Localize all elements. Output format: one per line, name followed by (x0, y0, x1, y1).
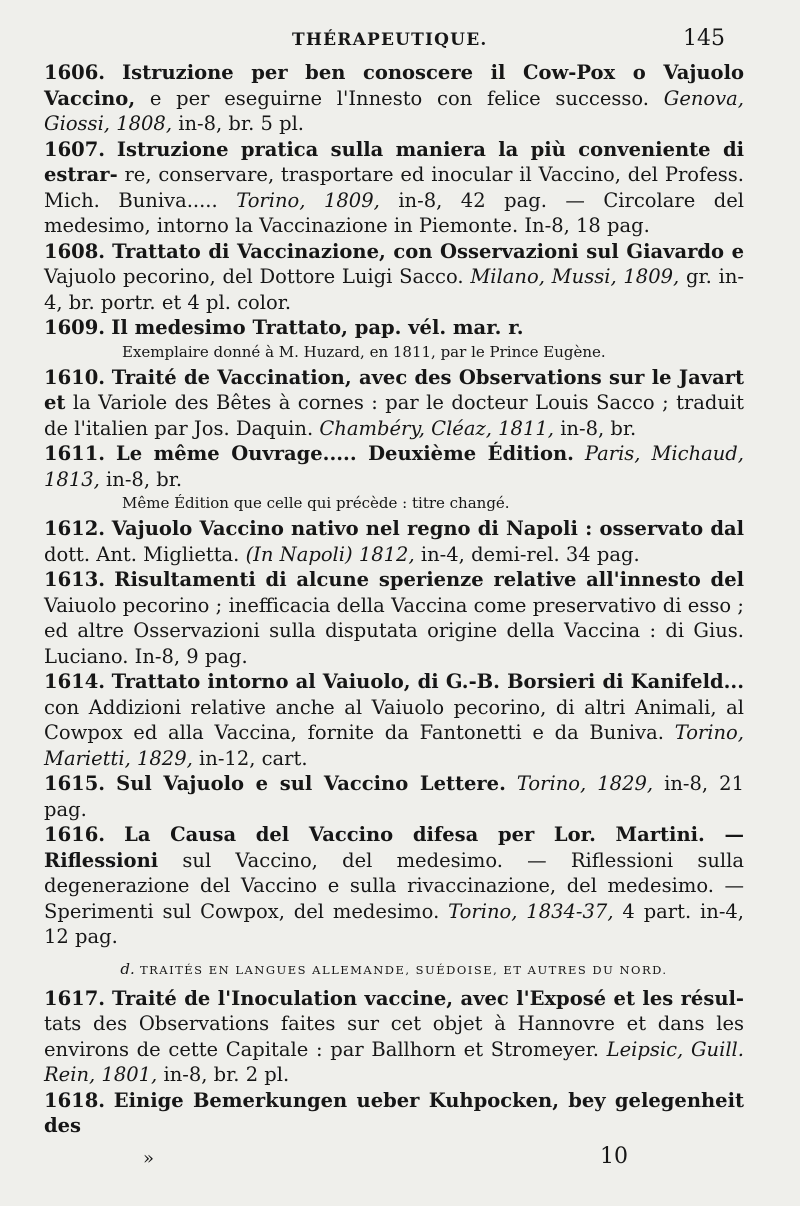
entry-description: tats des Observations faites sur cet objet à Hannovre et dans les environs de cette Capitale : par Ballhorn et Stromeyer. (44, 1012, 744, 1061)
entry-format: in-8, 21 pag. (44, 772, 744, 821)
entry-description: la Variole des Bêtes à cornes : par le docteur Louis Sacco ; traduit de l'italien par Jos. Daquin. (44, 391, 744, 440)
entry-title: Trattato intorno al Vaiuolo, di G.-B. Borsieri di Kanifeld... (111, 670, 744, 693)
entry-number: 1610. (44, 365, 106, 389)
entry-number: 1611. (44, 442, 106, 465)
entry-title: Sul Vajuolo e sul Vaccino Lettere. (116, 772, 506, 795)
entry-number: 1618. (44, 1088, 106, 1112)
entry-description: dott. Ant. Miglietta. (44, 542, 240, 566)
entry-format: 4 part. in-4, 12 pag. (44, 899, 745, 948)
catalog-entry (44, 771, 744, 822)
entry-description: Vaiuolo pecorino ; inefficacia della Vaccina come preservativo di esso ; ed altre Osservazioni sulla disputata origine della Vaccina : di Gius. Luciano. In-8, 9 pag. (44, 593, 744, 668)
entry-format: gr. in-4, br. portr. et 4 pl. color. (44, 265, 745, 314)
entry-imprint: Milano, Mussi, 1809, (470, 265, 680, 288)
running-title: THÉRAPEUTIQUE. (292, 30, 488, 50)
catalog-entry (44, 441, 744, 492)
entry-title: Traité de Vaccination, avec des Observations sur le Javart et (44, 365, 744, 414)
page-footer (0, 1146, 800, 1176)
entry-imprint: Torino, Marietti, 1829, (44, 721, 744, 770)
entry-imprint: Torino, 1829, (516, 772, 654, 795)
entry-number: 1615. (44, 772, 106, 795)
catalog-entry (44, 1088, 744, 1139)
running-header (0, 28, 800, 62)
entry-imprint: Chambéry, Cléaz, 1811, (319, 416, 554, 440)
subheading-label: d. (120, 959, 135, 978)
entry-imprint: Torino, 1834-37, (448, 899, 614, 923)
catalog-body (44, 60, 744, 1139)
entry-format: in-12, cart. (199, 746, 308, 770)
entry-title: Traité de l'Inoculation vaccine, avec l'Exposé et les résul- (111, 986, 744, 1010)
entry-number: 1614. (44, 670, 106, 693)
entry-number: 1617. (44, 986, 106, 1010)
catalog-entry (44, 669, 744, 771)
entry-list-north (44, 986, 744, 1139)
entry-description: con Addizioni relative anche al Vaiuolo pecorino, di altri Animali, al Cowpox ed alla Vaccina, fornite da Fantonetti e da Buniva. (44, 695, 744, 744)
entry-description: sul Vaccino, del medesimo. — Riflessioni sulla degenerazione del Vaccino e sulla rivaccinazione, del medesimo. — Sperimenti sul Cowpox, del medesimo. (44, 848, 745, 923)
catalog-entry (44, 567, 744, 669)
entry-imprint: Paris, Michaud, 1813, (44, 442, 744, 491)
catalog-entry (44, 137, 744, 239)
entry-number: 1608. (44, 239, 106, 263)
catalog-entry (44, 239, 744, 316)
entry-title: Istruzione per ben conoscere il Cow-Pox o Vajuolo Vaccino, (44, 61, 744, 110)
entry-format: in-8, br. 2 pl. (163, 1063, 290, 1086)
entry-imprint: (In Napoli) 1812, (245, 542, 415, 566)
entry-list (44, 60, 744, 950)
entry-number: 1612. (44, 517, 106, 540)
entry-title: Trattato di Vaccinazione, con Osservazioni sul Giavardo e (112, 239, 745, 263)
entry-title: Einige Bemerkungen ueber Kuhpocken, bey gelegenheit des (44, 1088, 744, 1137)
catalog-entry (44, 315, 744, 341)
entry-number: 1616. (44, 823, 106, 846)
catalog-entry (44, 822, 744, 950)
catalog-entry (44, 365, 744, 442)
gathering-number: 10 (600, 1144, 628, 1169)
entry-title: Risultamenti di alcune sperienze relative all'innesto del (114, 568, 745, 591)
entry-format: in-8, br. (560, 416, 637, 440)
entry-description: re, conservare, trasportare ed inocular il Vaccino, del Profess. Mich. Buniva..... (44, 163, 745, 212)
entry-format: in-4, demi-rel. 34 pag. (420, 542, 640, 566)
entry-number: 1606. (44, 61, 106, 84)
entry-note: Exemplaire donné à M. Huzard, en 1811, par le Prince Eugène. (122, 342, 606, 361)
entry-format: in-8, br. 5 pl. (178, 112, 305, 135)
entry-format: in-8, br. (106, 467, 183, 491)
section-subheading (44, 960, 744, 978)
entry-format: in-8, 42 pag. — Circolare del medesimo, intorno la Vaccinazione in Piemonte. In-8, 18 pag. (44, 188, 744, 237)
entry-description: e per eseguirne l'Innesto con felice successo. (149, 86, 649, 110)
entry-imprint: Leipsic, Guill. Rein, 1801, (44, 1037, 744, 1086)
catalog-entry (44, 516, 744, 567)
signature-mark: » (143, 1148, 155, 1169)
entry-title: Il medesimo Trattato, pap. vél. mar. r. (111, 316, 524, 339)
entry-title: Vajuolo Vaccino nativo nel regno di Napoli : osservato dal (111, 517, 744, 540)
entry-title: Le même Ouvrage..... Deuxième Édition. (116, 442, 574, 465)
entry-imprint: Genova, Giossi, 1808, (44, 86, 745, 135)
entry-number: 1607. (44, 137, 106, 161)
entry-number: 1613. (44, 568, 106, 591)
entry-title: La Causa del Vaccino difesa per Lor. Martini. — Riflessioni (44, 823, 745, 872)
subheading-text: TRAITÉS EN LANGUES ALLEMANDE, SUÉDOISE, ET AUTRES DU NORD. (139, 962, 668, 977)
page-number: 145 (683, 26, 725, 51)
catalog-entry (44, 60, 744, 137)
entry-imprint: Torino, 1809, (236, 188, 380, 212)
entry-note: Même Édition que celle qui précède : titre changé. (122, 494, 510, 512)
catalog-entry (44, 986, 744, 1088)
entry-title: Istruzione pratica sulla maniera la più conveniente di estrar- (44, 137, 744, 186)
entry-description: Vajuolo pecorino, del Dottore Luigi Sacco. (44, 265, 464, 288)
entry-number: 1609. (44, 316, 106, 339)
